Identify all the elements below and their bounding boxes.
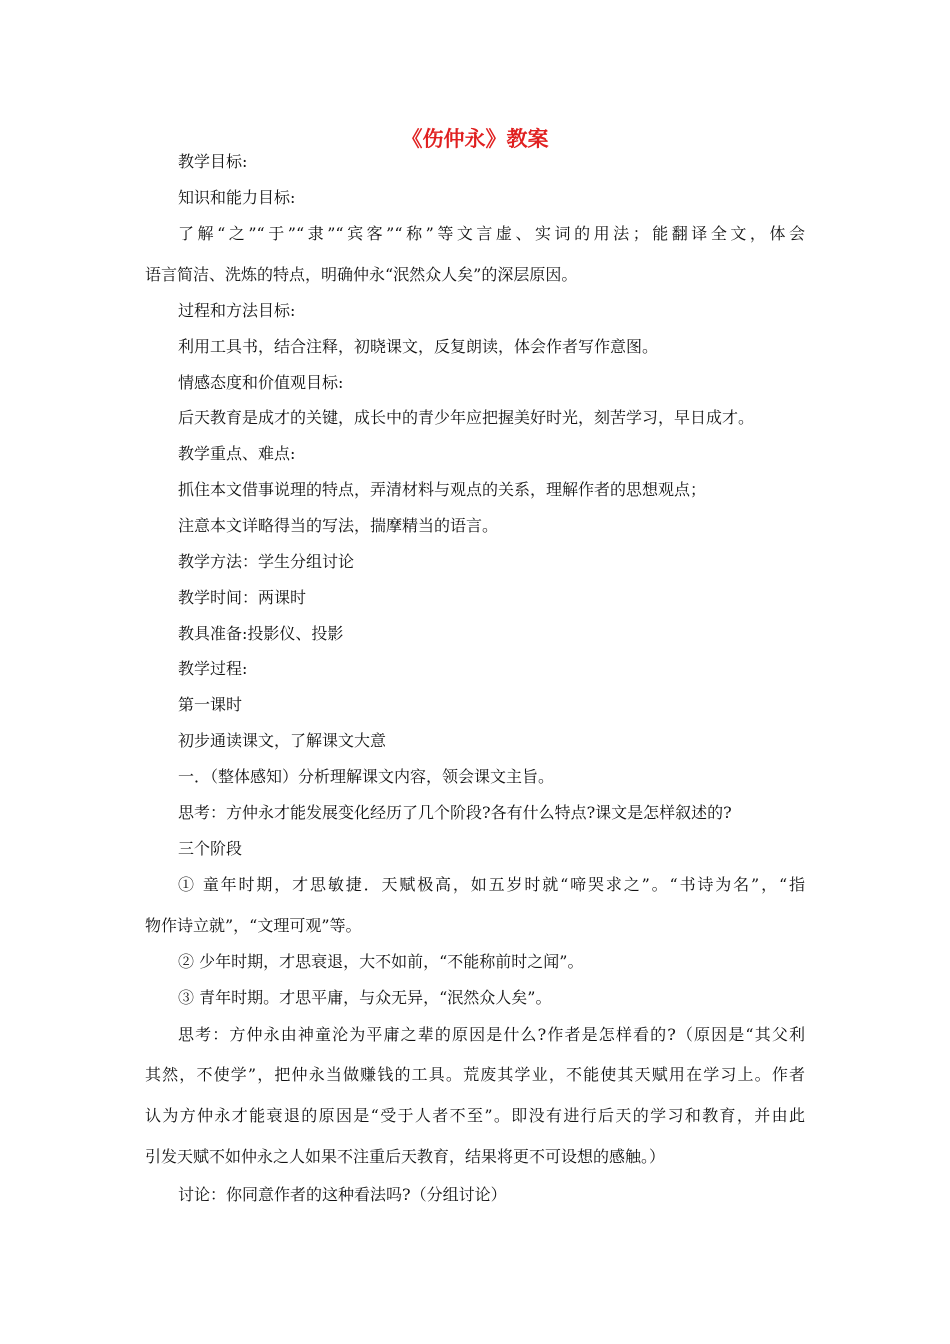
paragraph-line: 抓住本文借事说理的特点，弄清材料与观点的关系，理解作者的思想观点；	[178, 480, 707, 499]
paragraph-line: 语言简洁、洗炼的特点，明确仲永“泯然众人矣”的深层原因。	[145, 265, 578, 284]
paragraph-line: 引发天赋不如仲永之人如果不注重后天教育，结果将更不可设想的感触。）	[145, 1147, 666, 1166]
paragraph-line: 教具准备:投影仪、投影	[178, 624, 344, 643]
paragraph-line: 后天教育是成才的关键，成长中的青少年应把握美好时光，刻苦学习，早日成才。	[178, 408, 755, 427]
paragraph-line: ① 童年时期，才思敏捷．天赋极高，如五岁时就“啼哭求之”。“书诗为名”，“指	[178, 875, 805, 894]
paragraph-line: 利用工具书，结合注释，初晓课文，反复朗读，体会作者写作意图。	[178, 337, 659, 356]
paragraph-line: 物作诗立就”，“文理可观”等。	[145, 916, 362, 935]
paragraph-line: 过程和方法目标:	[178, 301, 296, 320]
paragraph-line: 讨论：你同意作者的这种看法吗?（分组讨论）	[178, 1185, 507, 1204]
paragraph-line: ③ 青年时期。才思平庸，与众无异，“泯然众人矣”。	[178, 988, 552, 1007]
paragraph-line: 教学目标:	[178, 152, 248, 171]
paragraph-line: 初步通读课文，了解课文大意	[178, 731, 387, 750]
paragraph-line: 其然，不使学”，把仲永当做赚钱的工具。荒废其学业，不能使其天赋用在学习上。作者	[145, 1065, 805, 1084]
paragraph-line: ② 少年时期，才思衰退，大不如前，“不能称前时之闻”。	[178, 952, 584, 971]
document-title: 《伤仲永》教案	[401, 127, 549, 151]
paragraph-line: 教学过程:	[178, 659, 248, 678]
paragraph-line: 情感态度和价值观目标:	[178, 373, 344, 392]
paragraph-line: 教学重点、难点:	[178, 444, 296, 463]
paragraph-line: 教学方法：学生分组讨论	[178, 552, 355, 571]
paragraph-line: 了解“之”“于”“隶”“宾客”“称”等文言虚、实词的用法；能翻译全文，体会	[178, 224, 805, 243]
paragraph-line: 认为方仲永才能衰退的原因是“受于人者不至”。即没有进行后天的学习和教育，并由此	[145, 1106, 805, 1125]
paragraph-line: 知识和能力目标:	[178, 188, 296, 207]
paragraph-line: 一．（整体感知）分析理解课文内容，领会课文主旨。	[178, 767, 555, 786]
paragraph-line: 三个阶段	[178, 839, 243, 858]
paragraph-line: 注意本文详略得当的写法，揣摩精当的语言。	[178, 516, 499, 535]
paragraph-line: 思考：方仲永由神童沦为平庸之辈的原因是什么?作者是怎样看的?（原因是“其父利	[178, 1025, 805, 1044]
paragraph-line: 第一课时	[178, 695, 243, 714]
paragraph-line: 思考：方仲永才能发展变化经历了几个阶段?各有什么特点?课文是怎样叙述的?	[178, 803, 732, 822]
paragraph-line: 教学时间：两课时	[178, 588, 307, 607]
